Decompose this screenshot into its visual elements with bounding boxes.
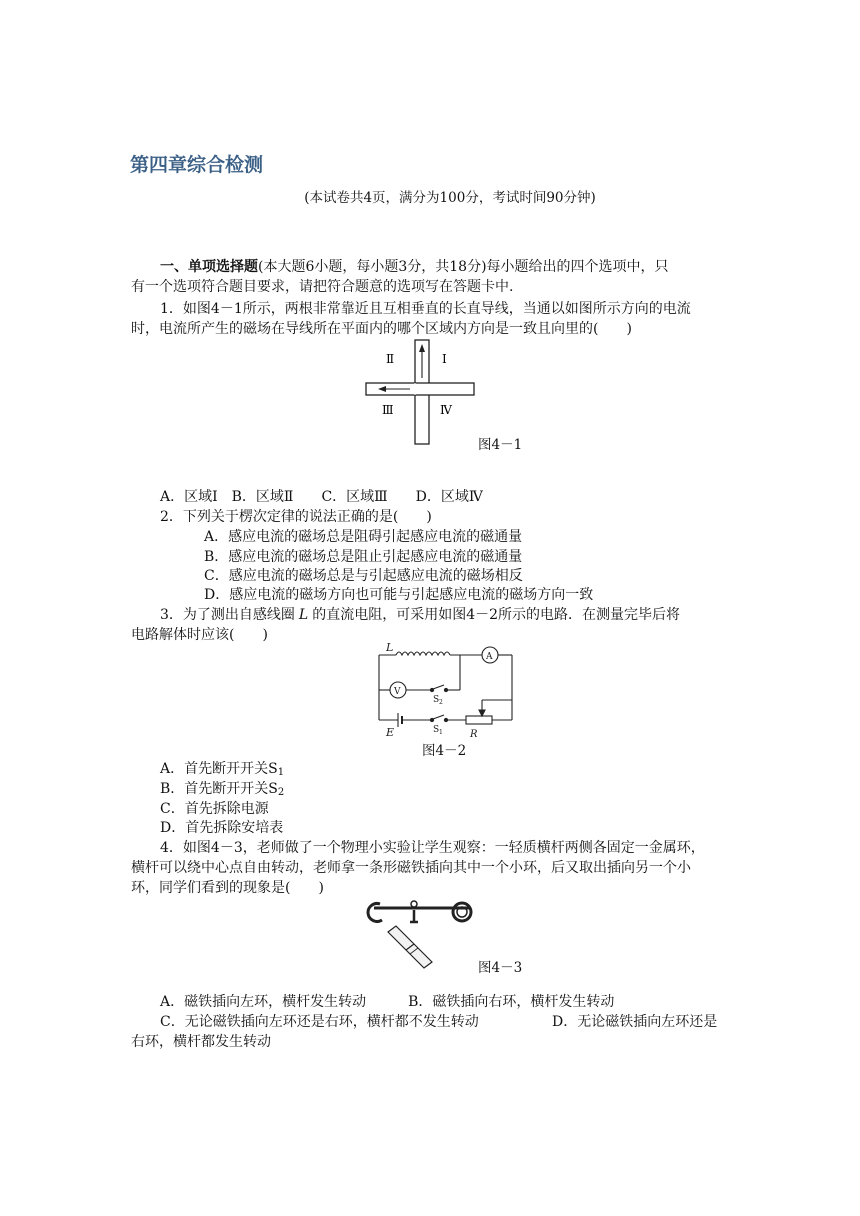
q4-options-ab: A．磁铁插向左环，横杆发生转动 B．磁铁插向右环，横杆发生转动 xyxy=(160,994,615,1010)
q4-option-d: D．无论磁铁插向左环还是 xyxy=(552,1014,718,1030)
figure-4-3 xyxy=(362,896,482,972)
q3-option-a-sub: 1 xyxy=(277,767,285,778)
q3-line1 xyxy=(160,605,680,625)
figure-caption: 图4－2 xyxy=(422,743,467,759)
inductor-symbol: L xyxy=(298,607,309,623)
label-r: R xyxy=(470,729,478,740)
q2-option-c: C．感应电流的磁场总是与引起感应电流的磁场相反 xyxy=(204,568,523,584)
q3-option-b-sub: 2 xyxy=(277,787,285,798)
q3-option-d: D．首先拆除安培表 xyxy=(160,820,284,836)
q2-stem: 2．下列关于楞次定律的说法正确的是( ) xyxy=(160,509,432,525)
q1-options: A．区域Ⅰ B．区域Ⅱ C．区域Ⅲ D．区域Ⅳ xyxy=(160,489,483,505)
q1-line2: 时，电流所产生的磁场在导线所在平面内的哪个区域内方向是一致且向里的( ) xyxy=(131,321,632,337)
figure-caption: 图4－3 xyxy=(478,960,523,976)
label-v: V xyxy=(394,687,401,697)
figure-4-2 xyxy=(374,640,520,740)
q4-line3: 环，同学们看到的现象是( ) xyxy=(131,880,324,896)
label-s1: S xyxy=(433,725,440,735)
q3-option-b-text: B．首先断开开关S xyxy=(160,781,278,797)
q4-line2: 横杆可以绕中心点自由转动，老师拿一条形磁铁插向其中一个小环，后又取出插向另一个小 xyxy=(131,860,691,876)
left-ring xyxy=(368,903,382,921)
q4-option-d-cont: 右环，横杆都发生转动 xyxy=(131,1034,271,1050)
section-description-line2: 有一个选项符合题目要求，请把符合题意的选项写在答题卡中. xyxy=(131,279,514,295)
label-s1-sub: 1 xyxy=(439,729,443,736)
label-s2: S xyxy=(433,695,440,705)
section-description: (本大题6小题，每小题3分，共18分)每小题给出的四个选项中，只 xyxy=(258,259,669,275)
q3-line1-b: 的直流电阻，可采用如图4－2所示的电路．在测量完毕后将 xyxy=(312,607,681,623)
bar-magnet xyxy=(388,926,432,968)
inductor-coil xyxy=(396,652,450,655)
pivot-stand xyxy=(410,910,418,922)
exam-info: (本试卷共4页，满分为100分，考试时间90分钟) xyxy=(304,190,596,206)
q3-option-a-text: A．首先断开开关S xyxy=(160,761,278,777)
q2-option-a: A．感应电流的磁场总是阻碍引起感应电流的磁通量 xyxy=(204,529,523,545)
q3-option-c: C．首先拆除电源 xyxy=(160,801,269,817)
switch-s2 xyxy=(433,685,444,689)
rheostat xyxy=(466,716,492,724)
switch-s1 xyxy=(433,715,444,719)
label-s2-sub: 2 xyxy=(439,699,443,706)
label-l: L xyxy=(386,641,394,654)
q2-option-d: D．感应电流的磁场方向也可能与引起感应电流的磁场方向一致 xyxy=(204,587,594,603)
right-ring xyxy=(453,903,471,921)
q4-line1: 4．如图4－3，老师做了一个物理小实验让学生观察：一轻质横杆两侧各固定一金属环， xyxy=(160,840,705,856)
section-heading-line xyxy=(160,257,669,277)
q2-option-b: B．感应电流的磁场总是阻止引起感应电流的磁通量 xyxy=(204,549,523,565)
region-label: Ⅲ xyxy=(382,403,394,417)
q4-option-c: C．无论磁铁插向左环还是右环，横杆都不发生转动 xyxy=(160,1014,479,1030)
figure-caption: 图4－1 xyxy=(478,437,523,453)
q3-line1-a: 3．为了测出自感线圈 xyxy=(160,607,295,623)
q1-line1: 1．如图4－1所示，两根非常靠近且互相垂直的长直导线，当通以如图所示方向的电流 xyxy=(160,301,691,317)
figure-4-1 xyxy=(360,338,480,450)
page-title: 第四章综合检测 xyxy=(130,154,264,176)
region-label: Ⅳ xyxy=(440,403,452,417)
region-label: Ⅰ xyxy=(442,352,447,366)
label-a: A xyxy=(486,652,493,662)
section-heading: 一、单项选择题 xyxy=(160,259,258,275)
q3-line2: 电路解体时应该( ) xyxy=(131,627,268,643)
region-label: Ⅱ xyxy=(386,352,395,366)
label-e: E xyxy=(386,726,395,739)
